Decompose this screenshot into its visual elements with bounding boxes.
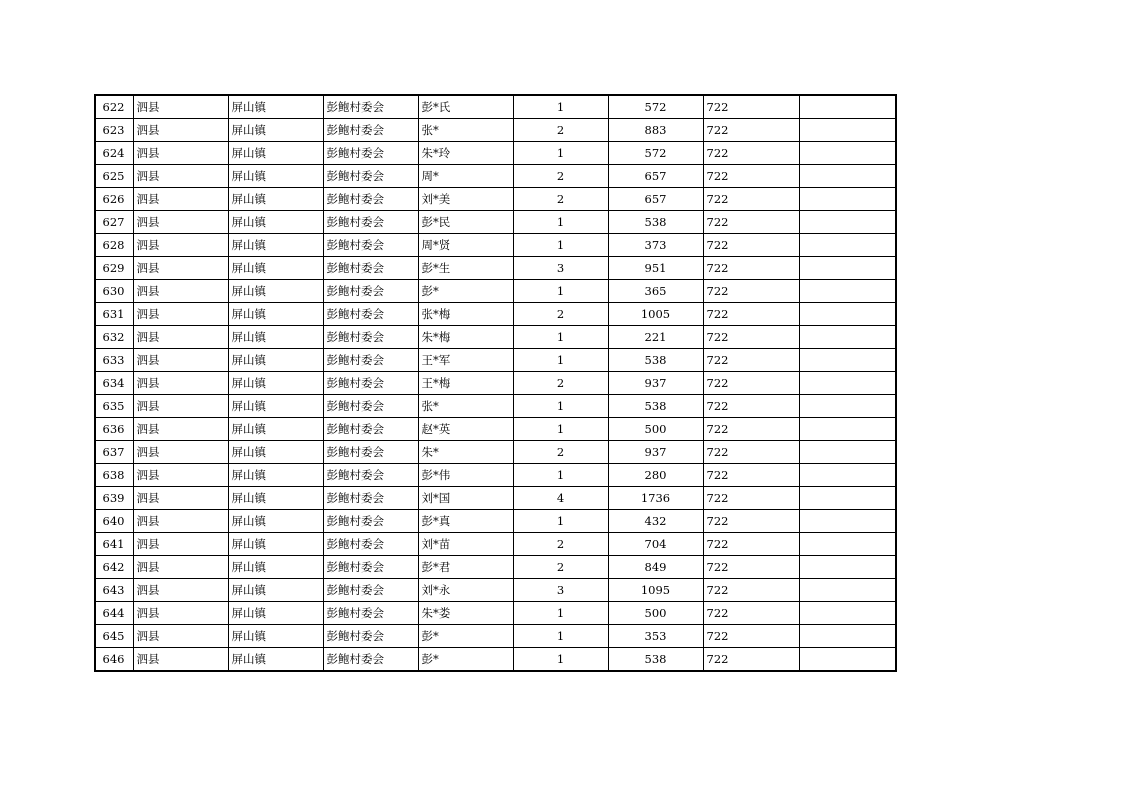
household-count-cell: 2 bbox=[513, 533, 608, 556]
town-cell: 屏山镇 bbox=[228, 165, 323, 188]
county-cell: 泗县 bbox=[133, 533, 228, 556]
name-cell: 周* bbox=[418, 165, 513, 188]
household-count-cell: 2 bbox=[513, 556, 608, 579]
standard-cell: 722 bbox=[703, 579, 799, 602]
county-cell: 泗县 bbox=[133, 142, 228, 165]
household-count-cell: 2 bbox=[513, 441, 608, 464]
note-cell bbox=[799, 441, 896, 464]
village-cell: 彭鲍村委会 bbox=[323, 556, 418, 579]
county-cell: 泗县 bbox=[133, 234, 228, 257]
household-count-cell: 1 bbox=[513, 395, 608, 418]
data-table bbox=[94, 94, 897, 672]
amount-cell: 849 bbox=[608, 556, 703, 579]
village-cell: 彭鲍村委会 bbox=[323, 326, 418, 349]
table-row bbox=[95, 280, 896, 303]
village-cell: 彭鲍村委会 bbox=[323, 487, 418, 510]
county-cell: 泗县 bbox=[133, 349, 228, 372]
name-cell: 朱*娄 bbox=[418, 602, 513, 625]
town-cell: 屏山镇 bbox=[228, 349, 323, 372]
household-count-cell: 3 bbox=[513, 579, 608, 602]
county-cell: 泗县 bbox=[133, 487, 228, 510]
name-cell: 朱*梅 bbox=[418, 326, 513, 349]
amount-cell: 538 bbox=[608, 648, 703, 672]
county-cell: 泗县 bbox=[133, 464, 228, 487]
standard-cell: 722 bbox=[703, 464, 799, 487]
county-cell: 泗县 bbox=[133, 648, 228, 672]
row-number: 645 bbox=[95, 625, 133, 648]
amount-cell: 1095 bbox=[608, 579, 703, 602]
standard-cell: 722 bbox=[703, 303, 799, 326]
county-cell: 泗县 bbox=[133, 257, 228, 280]
town-cell: 屏山镇 bbox=[228, 464, 323, 487]
county-cell: 泗县 bbox=[133, 119, 228, 142]
county-cell: 泗县 bbox=[133, 418, 228, 441]
town-cell: 屏山镇 bbox=[228, 648, 323, 672]
town-cell: 屏山镇 bbox=[228, 625, 323, 648]
town-cell: 屏山镇 bbox=[228, 418, 323, 441]
household-count-cell: 1 bbox=[513, 510, 608, 533]
village-cell: 彭鲍村委会 bbox=[323, 211, 418, 234]
note-cell bbox=[799, 648, 896, 672]
name-cell: 刘*国 bbox=[418, 487, 513, 510]
name-cell: 赵*英 bbox=[418, 418, 513, 441]
household-count-cell: 1 bbox=[513, 280, 608, 303]
note-cell bbox=[799, 257, 896, 280]
county-cell: 泗县 bbox=[133, 188, 228, 211]
name-cell: 朱* bbox=[418, 441, 513, 464]
standard-cell: 722 bbox=[703, 510, 799, 533]
note-cell bbox=[799, 395, 896, 418]
note-cell bbox=[799, 142, 896, 165]
household-count-cell: 1 bbox=[513, 625, 608, 648]
standard-cell: 722 bbox=[703, 119, 799, 142]
note-cell bbox=[799, 188, 896, 211]
row-number: 634 bbox=[95, 372, 133, 395]
table-row bbox=[95, 510, 896, 533]
county-cell: 泗县 bbox=[133, 510, 228, 533]
row-number: 638 bbox=[95, 464, 133, 487]
county-cell: 泗县 bbox=[133, 95, 228, 119]
name-cell: 彭* bbox=[418, 648, 513, 672]
table-row bbox=[95, 418, 896, 441]
town-cell: 屏山镇 bbox=[228, 211, 323, 234]
table-row bbox=[95, 326, 896, 349]
table-row bbox=[95, 556, 896, 579]
town-cell: 屏山镇 bbox=[228, 280, 323, 303]
row-number: 628 bbox=[95, 234, 133, 257]
row-number: 636 bbox=[95, 418, 133, 441]
village-cell: 彭鲍村委会 bbox=[323, 188, 418, 211]
household-count-cell: 1 bbox=[513, 234, 608, 257]
standard-cell: 722 bbox=[703, 142, 799, 165]
amount-cell: 538 bbox=[608, 211, 703, 234]
standard-cell: 722 bbox=[703, 648, 799, 672]
town-cell: 屏山镇 bbox=[228, 372, 323, 395]
amount-cell: 373 bbox=[608, 234, 703, 257]
table-row bbox=[95, 487, 896, 510]
standard-cell: 722 bbox=[703, 188, 799, 211]
amount-cell: 951 bbox=[608, 257, 703, 280]
note-cell bbox=[799, 602, 896, 625]
amount-cell: 500 bbox=[608, 602, 703, 625]
note-cell bbox=[799, 533, 896, 556]
note-cell bbox=[799, 280, 896, 303]
town-cell: 屏山镇 bbox=[228, 188, 323, 211]
amount-cell: 572 bbox=[608, 142, 703, 165]
table-row bbox=[95, 303, 896, 326]
note-cell bbox=[799, 625, 896, 648]
note-cell bbox=[799, 579, 896, 602]
note-cell bbox=[799, 326, 896, 349]
row-number: 642 bbox=[95, 556, 133, 579]
household-count-cell: 4 bbox=[513, 487, 608, 510]
amount-cell: 280 bbox=[608, 464, 703, 487]
name-cell: 彭* bbox=[418, 625, 513, 648]
note-cell bbox=[799, 165, 896, 188]
county-cell: 泗县 bbox=[133, 372, 228, 395]
standard-cell: 722 bbox=[703, 257, 799, 280]
county-cell: 泗县 bbox=[133, 165, 228, 188]
standard-cell: 722 bbox=[703, 556, 799, 579]
row-number: 639 bbox=[95, 487, 133, 510]
village-cell: 彭鲍村委会 bbox=[323, 625, 418, 648]
village-cell: 彭鲍村委会 bbox=[323, 280, 418, 303]
row-number: 625 bbox=[95, 165, 133, 188]
table-body bbox=[95, 95, 896, 671]
village-cell: 彭鲍村委会 bbox=[323, 234, 418, 257]
village-cell: 彭鲍村委会 bbox=[323, 464, 418, 487]
village-cell: 彭鲍村委会 bbox=[323, 257, 418, 280]
standard-cell: 722 bbox=[703, 326, 799, 349]
note-cell bbox=[799, 119, 896, 142]
standard-cell: 722 bbox=[703, 602, 799, 625]
town-cell: 屏山镇 bbox=[228, 119, 323, 142]
table-row bbox=[95, 648, 896, 672]
name-cell: 刘*永 bbox=[418, 579, 513, 602]
name-cell: 周*贤 bbox=[418, 234, 513, 257]
standard-cell: 722 bbox=[703, 280, 799, 303]
row-number: 641 bbox=[95, 533, 133, 556]
town-cell: 屏山镇 bbox=[228, 395, 323, 418]
note-cell bbox=[799, 234, 896, 257]
table-row bbox=[95, 602, 896, 625]
village-cell: 彭鲍村委会 bbox=[323, 418, 418, 441]
household-count-cell: 1 bbox=[513, 142, 608, 165]
note-cell bbox=[799, 464, 896, 487]
name-cell: 刘*美 bbox=[418, 188, 513, 211]
amount-cell: 704 bbox=[608, 533, 703, 556]
name-cell: 彭* bbox=[418, 280, 513, 303]
amount-cell: 1736 bbox=[608, 487, 703, 510]
note-cell bbox=[799, 349, 896, 372]
standard-cell: 722 bbox=[703, 395, 799, 418]
household-count-cell: 2 bbox=[513, 372, 608, 395]
village-cell: 彭鲍村委会 bbox=[323, 165, 418, 188]
town-cell: 屏山镇 bbox=[228, 533, 323, 556]
row-number: 640 bbox=[95, 510, 133, 533]
standard-cell: 722 bbox=[703, 441, 799, 464]
table-row bbox=[95, 188, 896, 211]
village-cell: 彭鲍村委会 bbox=[323, 395, 418, 418]
village-cell: 彭鲍村委会 bbox=[323, 533, 418, 556]
household-count-cell: 1 bbox=[513, 326, 608, 349]
row-number: 631 bbox=[95, 303, 133, 326]
village-cell: 彭鲍村委会 bbox=[323, 119, 418, 142]
household-count-cell: 1 bbox=[513, 648, 608, 672]
standard-cell: 722 bbox=[703, 349, 799, 372]
note-cell bbox=[799, 95, 896, 119]
county-cell: 泗县 bbox=[133, 602, 228, 625]
amount-cell: 500 bbox=[608, 418, 703, 441]
county-cell: 泗县 bbox=[133, 441, 228, 464]
row-number: 637 bbox=[95, 441, 133, 464]
household-count-cell: 1 bbox=[513, 464, 608, 487]
town-cell: 屏山镇 bbox=[228, 556, 323, 579]
household-count-cell: 1 bbox=[513, 211, 608, 234]
town-cell: 屏山镇 bbox=[228, 441, 323, 464]
note-cell bbox=[799, 211, 896, 234]
household-count-cell: 2 bbox=[513, 188, 608, 211]
table-row bbox=[95, 625, 896, 648]
household-count-cell: 1 bbox=[513, 95, 608, 119]
note-cell bbox=[799, 372, 896, 395]
name-cell: 张*梅 bbox=[418, 303, 513, 326]
county-cell: 泗县 bbox=[133, 303, 228, 326]
row-number: 646 bbox=[95, 648, 133, 672]
table-row bbox=[95, 395, 896, 418]
amount-cell: 657 bbox=[608, 188, 703, 211]
table-row bbox=[95, 234, 896, 257]
village-cell: 彭鲍村委会 bbox=[323, 579, 418, 602]
amount-cell: 1005 bbox=[608, 303, 703, 326]
standard-cell: 722 bbox=[703, 533, 799, 556]
household-count-cell: 3 bbox=[513, 257, 608, 280]
standard-cell: 722 bbox=[703, 487, 799, 510]
amount-cell: 657 bbox=[608, 165, 703, 188]
name-cell: 彭*君 bbox=[418, 556, 513, 579]
town-cell: 屏山镇 bbox=[228, 487, 323, 510]
amount-cell: 432 bbox=[608, 510, 703, 533]
amount-cell: 221 bbox=[608, 326, 703, 349]
county-cell: 泗县 bbox=[133, 556, 228, 579]
note-cell bbox=[799, 487, 896, 510]
household-count-cell: 1 bbox=[513, 602, 608, 625]
row-number: 644 bbox=[95, 602, 133, 625]
name-cell: 张* bbox=[418, 395, 513, 418]
county-cell: 泗县 bbox=[133, 579, 228, 602]
county-cell: 泗县 bbox=[133, 395, 228, 418]
county-cell: 泗县 bbox=[133, 625, 228, 648]
name-cell: 彭*生 bbox=[418, 257, 513, 280]
note-cell bbox=[799, 418, 896, 441]
row-number: 623 bbox=[95, 119, 133, 142]
village-cell: 彭鲍村委会 bbox=[323, 648, 418, 672]
table-row bbox=[95, 119, 896, 142]
row-number: 626 bbox=[95, 188, 133, 211]
note-cell bbox=[799, 556, 896, 579]
household-count-cell: 2 bbox=[513, 165, 608, 188]
standard-cell: 722 bbox=[703, 95, 799, 119]
table-row bbox=[95, 579, 896, 602]
row-number: 629 bbox=[95, 257, 133, 280]
name-cell: 朱*玲 bbox=[418, 142, 513, 165]
standard-cell: 722 bbox=[703, 418, 799, 441]
village-cell: 彭鲍村委会 bbox=[323, 372, 418, 395]
table-row bbox=[95, 165, 896, 188]
household-count-cell: 2 bbox=[513, 119, 608, 142]
name-cell: 王*梅 bbox=[418, 372, 513, 395]
household-count-cell: 1 bbox=[513, 349, 608, 372]
county-cell: 泗县 bbox=[133, 211, 228, 234]
row-number: 624 bbox=[95, 142, 133, 165]
village-cell: 彭鲍村委会 bbox=[323, 441, 418, 464]
name-cell: 刘*苗 bbox=[418, 533, 513, 556]
town-cell: 屏山镇 bbox=[228, 326, 323, 349]
table-row bbox=[95, 441, 896, 464]
household-count-cell: 1 bbox=[513, 418, 608, 441]
row-number: 632 bbox=[95, 326, 133, 349]
village-cell: 彭鲍村委会 bbox=[323, 602, 418, 625]
village-cell: 彭鲍村委会 bbox=[323, 142, 418, 165]
household-count-cell: 2 bbox=[513, 303, 608, 326]
town-cell: 屏山镇 bbox=[228, 303, 323, 326]
town-cell: 屏山镇 bbox=[228, 142, 323, 165]
county-cell: 泗县 bbox=[133, 280, 228, 303]
village-cell: 彭鲍村委会 bbox=[323, 510, 418, 533]
amount-cell: 572 bbox=[608, 95, 703, 119]
note-cell bbox=[799, 510, 896, 533]
county-cell: 泗县 bbox=[133, 326, 228, 349]
standard-cell: 722 bbox=[703, 625, 799, 648]
standard-cell: 722 bbox=[703, 165, 799, 188]
amount-cell: 937 bbox=[608, 372, 703, 395]
village-cell: 彭鲍村委会 bbox=[323, 95, 418, 119]
village-cell: 彭鲍村委会 bbox=[323, 303, 418, 326]
amount-cell: 937 bbox=[608, 441, 703, 464]
row-number: 630 bbox=[95, 280, 133, 303]
row-number: 643 bbox=[95, 579, 133, 602]
row-number: 627 bbox=[95, 211, 133, 234]
table-row bbox=[95, 464, 896, 487]
note-cell bbox=[799, 303, 896, 326]
standard-cell: 722 bbox=[703, 211, 799, 234]
name-cell: 彭*真 bbox=[418, 510, 513, 533]
row-number: 635 bbox=[95, 395, 133, 418]
name-cell: 张* bbox=[418, 119, 513, 142]
table-row bbox=[95, 211, 896, 234]
amount-cell: 365 bbox=[608, 280, 703, 303]
town-cell: 屏山镇 bbox=[228, 510, 323, 533]
name-cell: 彭*民 bbox=[418, 211, 513, 234]
table-row bbox=[95, 142, 896, 165]
town-cell: 屏山镇 bbox=[228, 579, 323, 602]
amount-cell: 883 bbox=[608, 119, 703, 142]
table-row bbox=[95, 257, 896, 280]
amount-cell: 538 bbox=[608, 349, 703, 372]
town-cell: 屏山镇 bbox=[228, 257, 323, 280]
standard-cell: 722 bbox=[703, 234, 799, 257]
row-number: 622 bbox=[95, 95, 133, 119]
row-number: 633 bbox=[95, 349, 133, 372]
town-cell: 屏山镇 bbox=[228, 234, 323, 257]
table-row bbox=[95, 372, 896, 395]
table-row bbox=[95, 349, 896, 372]
name-cell: 王*军 bbox=[418, 349, 513, 372]
name-cell: 彭*氏 bbox=[418, 95, 513, 119]
table-row bbox=[95, 95, 896, 119]
amount-cell: 353 bbox=[608, 625, 703, 648]
standard-cell: 722 bbox=[703, 372, 799, 395]
town-cell: 屏山镇 bbox=[228, 602, 323, 625]
amount-cell: 538 bbox=[608, 395, 703, 418]
village-cell: 彭鲍村委会 bbox=[323, 349, 418, 372]
name-cell: 彭*伟 bbox=[418, 464, 513, 487]
table-row bbox=[95, 533, 896, 556]
town-cell: 屏山镇 bbox=[228, 95, 323, 119]
